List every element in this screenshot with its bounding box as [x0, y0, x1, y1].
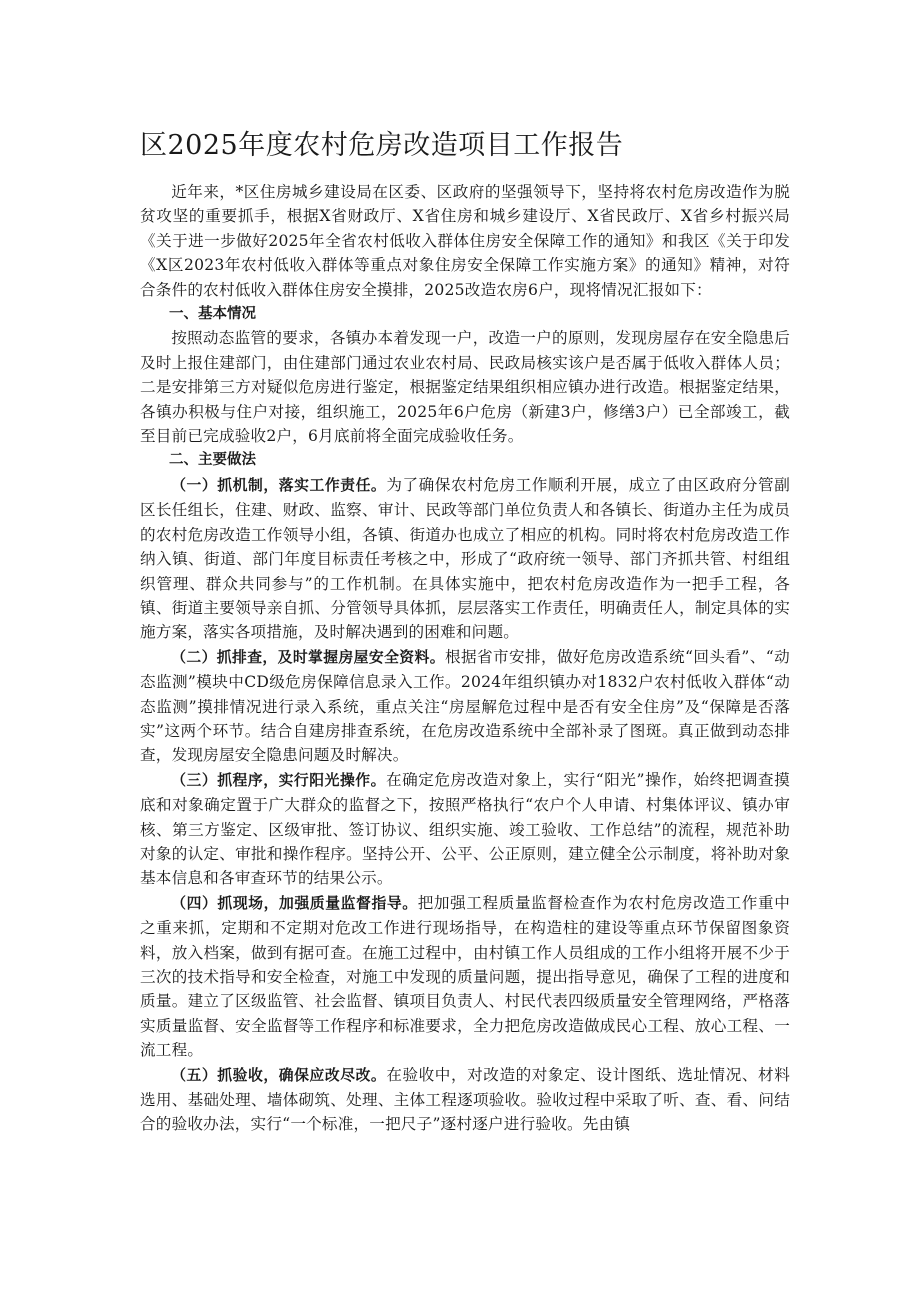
measure-body: 把加强工程质量监督检查作为农村危房改造工作重中之重来抓，定期和不定期对危改工作进行现场指导，在构造柱的建设等重点环节保留图象资料，放入档案，做到有据可查。在施工过程中，由村镇工作人员组成的工作小组将开展不少于三次的技术指导和安全检查，对施工中发现的质量问题，提出指导意见，确保了工程的进度和质量。建立了区级监管、社会监督、镇项目负责人、村民代表四级质量安全管理网络，严格落实质量监督、安全监督等工作程序和标准要求，全力把危房改造做成民心工程、放心工程、一流工程。: [140, 893, 791, 1060]
measure-paragraph: [140, 645, 790, 768]
measure-paragraph: [140, 473, 790, 645]
measure-paragraph: [140, 891, 790, 1063]
section-heading-basic: 一、基本情况: [169, 306, 256, 323]
measure-lead: （一）抓机制，落实工作责任。: [171, 476, 387, 494]
measure-lead: （三）抓程序，实行阳光操作。: [171, 771, 386, 789]
measure-body: 为了确保农村危房工作顺利开展，成立了由区政府分管副区长任组长，住建、财政、监察、审计、民政等部门单位负责人和各镇长、街道办主任为成员的农村危房改造工作领导小组，各镇、街道办也成立了相应的机构。同时将农村危房改造工作纳入镇、街道、部门年度目标责任考核之中，形成了“政府统一领导、部门齐抓共管、村组组织管理、群众共同参与”的工作机制。在具体实施中，把农村危房改造作为一把手工程，各镇、街道主要领导亲自抓、分管领导具体抓，层层落实工作责任，明确责任人，制定具体的实施方案，落实各项措施，及时解决遇到的困难和问题。: [140, 475, 790, 642]
measure-paragraph: [140, 768, 790, 891]
measure-lead: （五）抓验收，确保应改尽改。: [171, 1066, 387, 1084]
section-heading-measures: 二、主要做法: [169, 452, 256, 469]
intro-paragraph: 近年来，*区住房城乡建设局在区委、区政府的坚强领导下，坚持将农村危房改造作为脱贫攻坚的重要抓手，根据X省财政厅、X省住房和城乡建设厅、X省民政厅、X省乡村振兴局《关于进一步做好2025年全省农村低收入群体住房安全保障工作的通知》和我区《关于印发《X区2023年农村低收入群体等重点对象住房安全保障工作实施方案》的通知》精神，对符合条件的农村低收入群体住房安全摸排，2025改造农房6户，现将情况汇报如下：: [140, 183, 790, 299]
document-title: 区2025年度农村危房改造项目工作报告: [140, 130, 624, 161]
measure-paragraph: [140, 1063, 790, 1137]
measure-lead: （二）抓排查，及时掌握房屋安全资料。: [171, 648, 445, 666]
measure-body: 根据省市安排，做好危房改造系统“回头看”、“动态监测”模块中CD级危房保障信息录入工作。2024年组织镇办对1832户农村低收入群体“动态监测”摸排情况进行录入系统，重点关注“房屋解危过程中是否有安全住房”及“保障是否落实”这两个环节。结合自建房排查系统，在危房改造系统中全部补录了图斑。真正做到动态排查，发现房屋安全隐患问题及时解决。: [140, 647, 790, 765]
document-page: [140, 128, 790, 1137]
measure-body: 在验收中，对改造的对象定、设计图纸、选址情况、材料选用、基础处理、墙体砌筑、处理、主体工程逐项验收。验收过程中采取了听、查、看、问结合的验收办法，实行“一个标准，一把尺子”逐村逐户进行验收。先由镇: [140, 1065, 790, 1134]
measure-body: 在确定危房改造对象上，实行“阳光”操作，始终把调查摸底和对象确定置于广大群众的监督之下，按照严格执行“农户个人申请、村集体评议、镇办审核、第三方鉴定、区级审批、签订协议、组织实施、竣工验收、工作总结”的流程，规范补助对象的认定、审批和操作程序。坚持公开、公平、公正原则，建立健全公示制度，将补助对象基本信息和各审查环节的结果公示。: [140, 770, 790, 888]
section-body-basic: 按照动态监管的要求，各镇办本着发现一户，改造一户的原则，发现房屋存在安全隐患后及时上报住建部门，由住建部门通过农业农村局、民政局核实该户是否属于低收入群体人员；二是安排第三方对疑似危房进行鉴定，根据鉴定结果组织相应镇办进行改造。根据鉴定结果，各镇办积极与住户对接，组织施工，2025年6户危房（新建3户，修缮3户）已全部竣工，截至目前已完成验收2户，6月底前将全面完成验收任务。: [140, 329, 790, 446]
measure-lead: （四）抓现场，加强质量监督指导。: [171, 894, 418, 912]
